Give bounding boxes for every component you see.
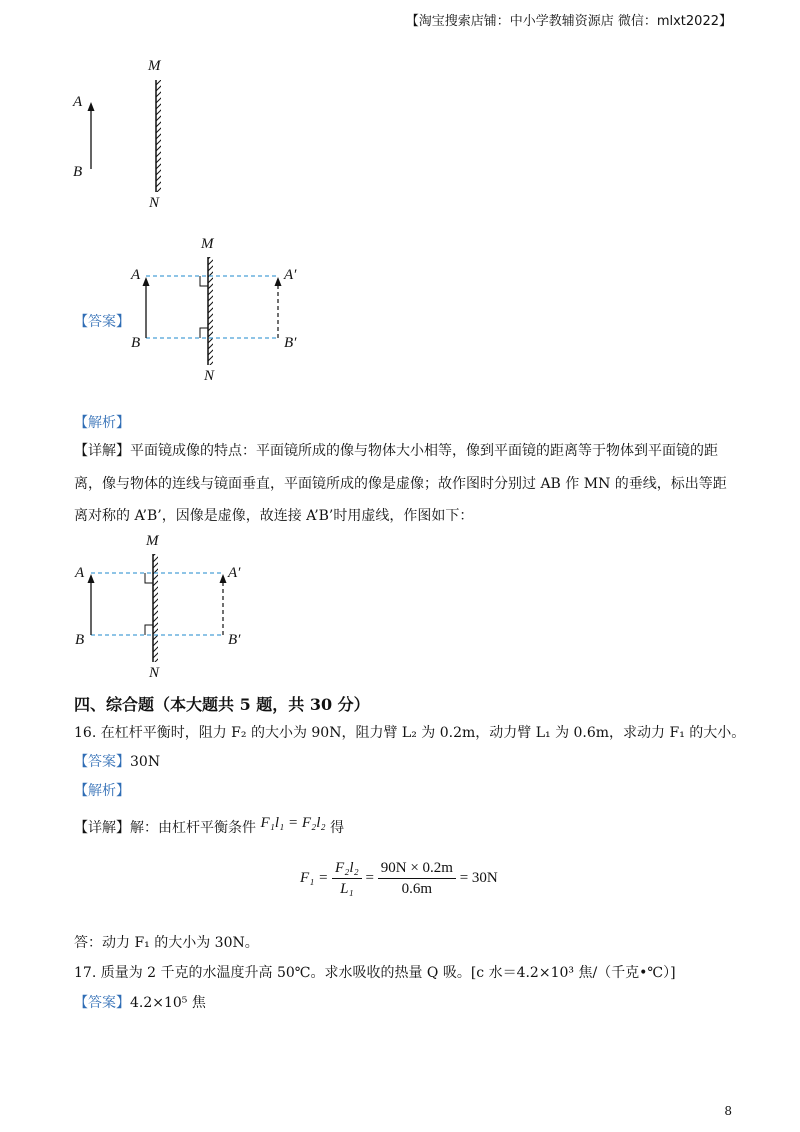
label-b: B bbox=[131, 335, 141, 351]
label-n: N bbox=[149, 195, 160, 211]
label-a-prime: A′ bbox=[284, 267, 297, 283]
fraction-symbolic-numerator: F₂l₂ bbox=[332, 858, 362, 879]
mirror-mn bbox=[208, 257, 213, 365]
q16-answer-value: 30N bbox=[130, 754, 161, 770]
q15-answer-label: 【答案】 bbox=[74, 314, 130, 330]
formula-result: = 30N bbox=[459, 869, 498, 886]
q16-detail bbox=[74, 815, 345, 838]
lever-condition: F₁l₁ = F₂l₂ bbox=[260, 815, 326, 831]
right-angle-mark-a bbox=[200, 276, 208, 286]
formula-lhs: F₁ = bbox=[300, 869, 329, 886]
mirror-mn bbox=[153, 554, 158, 662]
fraction-numeric-numerator: 90N × 0.2m bbox=[378, 858, 456, 879]
label-b-prime: B′ bbox=[228, 632, 241, 648]
formula-equals: = bbox=[365, 869, 374, 886]
q16-answer-label: 【答案】 bbox=[74, 754, 130, 770]
fraction-numeric bbox=[378, 858, 456, 899]
label-b: B bbox=[75, 632, 85, 648]
figure-original bbox=[60, 55, 200, 215]
label-a: A bbox=[75, 565, 85, 581]
object-arrow-ab bbox=[143, 277, 150, 338]
label-a: A bbox=[73, 94, 83, 110]
q17-answer-label: 【答案】 bbox=[74, 995, 130, 1011]
q16-conclusion: 答：动力 F₁ 的大小为 30N。 bbox=[74, 935, 259, 951]
mirror-mn bbox=[156, 80, 161, 192]
label-n: N bbox=[204, 368, 215, 384]
label-m: M bbox=[201, 236, 214, 252]
fraction-numeric-denominator: 0.6m bbox=[401, 881, 433, 897]
q16-answer bbox=[74, 752, 160, 772]
page-header: 【淘宝搜索店铺：中小学教辅资源店 微信：mlxt2022】 bbox=[405, 14, 732, 29]
q16-detail-prefix: 【详解】解：由杠杆平衡条件 bbox=[74, 820, 256, 836]
page-number: 8 bbox=[724, 1104, 732, 1118]
fraction-symbolic-denominator: L₁ bbox=[340, 881, 354, 897]
q16-formula bbox=[300, 858, 498, 899]
right-angle-mark-b bbox=[200, 328, 208, 338]
q16-detail-suffix: 得 bbox=[330, 820, 345, 836]
label-a-prime: A′ bbox=[228, 565, 241, 581]
q15-analysis-label: 【解析】 bbox=[74, 415, 130, 431]
figure-answer bbox=[130, 235, 310, 385]
right-angle-mark-a bbox=[145, 573, 153, 583]
figure-explanation bbox=[75, 532, 255, 682]
fraction-symbolic bbox=[332, 858, 362, 899]
label-n: N bbox=[149, 665, 160, 681]
q16-question: 16. 在杠杆平衡时，阻力 F₂ 的大小为 90N，阻力臂 L₂ 为 0.2m，动力臂 L₁ 为 0.6m，求动力 F₁ 的大小。 bbox=[74, 725, 746, 741]
image-arrow-ab bbox=[275, 277, 282, 338]
q16-analysis-label: 【解析】 bbox=[74, 783, 130, 799]
object-arrow-ab bbox=[88, 102, 95, 169]
q15-detail-line-1: 【详解】平面镜成像的特点：平面镜所成的像与物体大小相等，像到平面镜的距离等于物体到平面镜的距 bbox=[74, 443, 718, 459]
q17-answer bbox=[74, 993, 206, 1013]
label-a: A bbox=[131, 267, 141, 283]
q17-answer-value: 4.2×10⁵ 焦 bbox=[130, 995, 206, 1011]
q15-detail-line-2: 离，像与物体的连线与镜面垂直，平面镜所成的像是虚像；故作图时分别过 AB 作 MN 的垂线，标出等距 bbox=[74, 476, 727, 492]
object-arrow-ab bbox=[88, 574, 95, 635]
label-b: B bbox=[73, 164, 83, 180]
label-b-prime: B′ bbox=[284, 335, 297, 351]
section-heading: 四、综合题（本大题共 5 题，共 30 分） bbox=[74, 695, 370, 714]
right-angle-mark-b bbox=[145, 625, 153, 635]
label-m: M bbox=[146, 533, 159, 549]
q15-detail-line-3: 离对称的 A’B’，因像是虚像，故连接 A’B’时用虚线，作图如下： bbox=[74, 508, 474, 524]
label-m: M bbox=[148, 58, 161, 74]
q17-question: 17. 质量为 2 千克的水温度升高 50℃。求水吸收的热量 Q 吸。[c 水＝4.2×10³ 焦/（千克•℃）] bbox=[74, 965, 676, 981]
image-arrow-ab bbox=[220, 574, 227, 635]
